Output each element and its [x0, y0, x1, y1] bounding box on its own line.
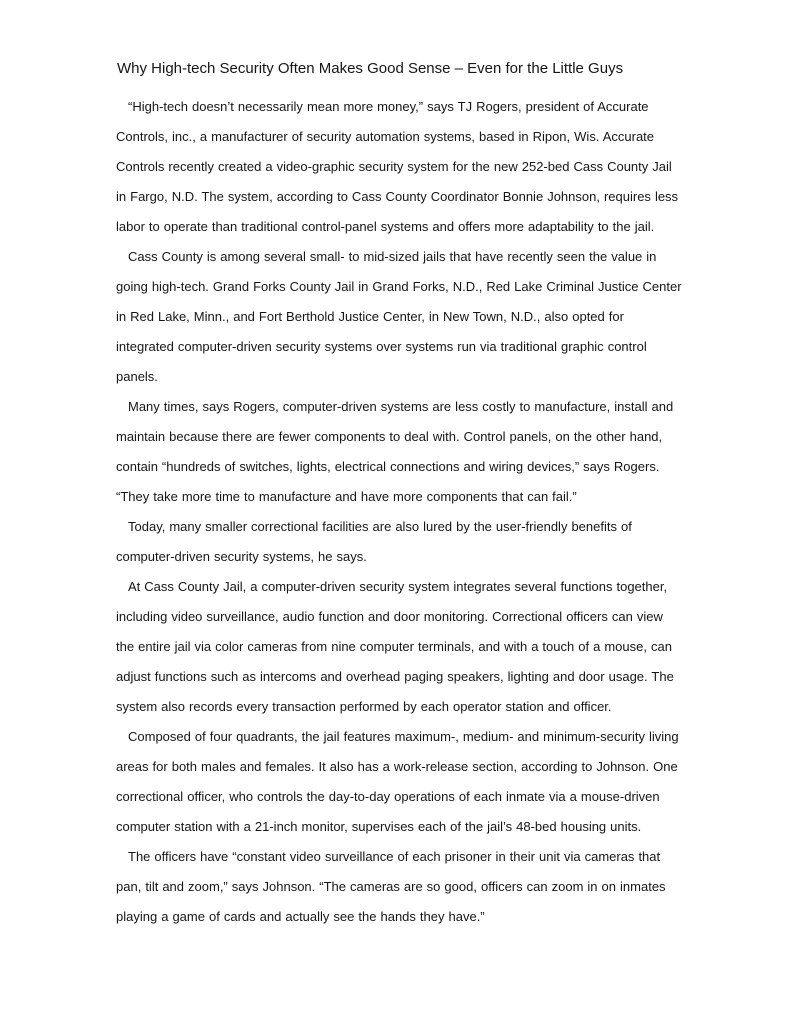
- paragraph: Composed of four quadrants, the jail features maximum-, medium- and minimum-security living areas for both males and females. It also has a work-release section, according to Johnson. One correctional officer, who controls the day-to-day operations of each inmate via a mouse-driven computer station with a 21-inch monitor, supervises each of the jail’s 48-bed housing units.: [116, 729, 679, 834]
- paragraph: Today, many smaller correctional facilities are also lured by the user-friendly benefits of computer-driven security systems, he says.: [116, 519, 632, 564]
- paragraph: At Cass County Jail, a computer-driven security system integrates several functions together, including video surveillance, audio function and door monitoring. Correctional officers can view the entire jail via color cameras from nine computer terminals, and with a touch of a mouse, can adjust functions such as intercoms and overhead paging speakers, lighting and door usage. The system also records every transaction performed by each operator station and officer.: [116, 579, 674, 714]
- paragraph: The officers have “constant video surveillance of each prisoner in their unit via cameras that pan, tilt and zoom,” says Johnson. “The cameras are so good, officers can zoom in on inmates playing a game of cards and actually see the hands they have.”: [116, 849, 666, 924]
- paragraph: “High-tech doesn’t necessarily mean more money,” says TJ Rogers, president of Accurate Controls, inc., a manufacturer of security automation systems, based in Ripon, Wis. Accurate Controls recently created a video-graphic security system for the new 252-bed Cass County Jail in Fargo, N.D. The system, according to Cass County Coordinator Bonnie Johnson, requires less labor to operate than traditional control-panel systems and offers more adaptability to the jail.: [116, 99, 679, 234]
- document-title: Why High-tech Security Often Makes Good Sense – Even for the Little Guys: [117, 60, 624, 77]
- document-body: [116, 92, 684, 932]
- paragraph: Many times, says Rogers, computer-driven systems are less costly to manufacture, install and maintain because there are fewer components to deal with. Control panels, on the other hand, contain “hundreds of switches, lights, electrical connections and wiring devices,” says Rogers. “They take more time to manufacture and have more components that can fail.”: [116, 399, 674, 504]
- paragraph: Cass County is among several small- to mid-sized jails that have recently seen the value in going high-tech. Grand Forks County Jail in Grand Forks, N.D., Red Lake Criminal Justice Center in Red Lake, Minn., and Fort Berthold Justice Center, in New Town, N.D., also opted for integrated computer-driven security systems over systems run via traditional graphic control panels.: [116, 249, 682, 384]
